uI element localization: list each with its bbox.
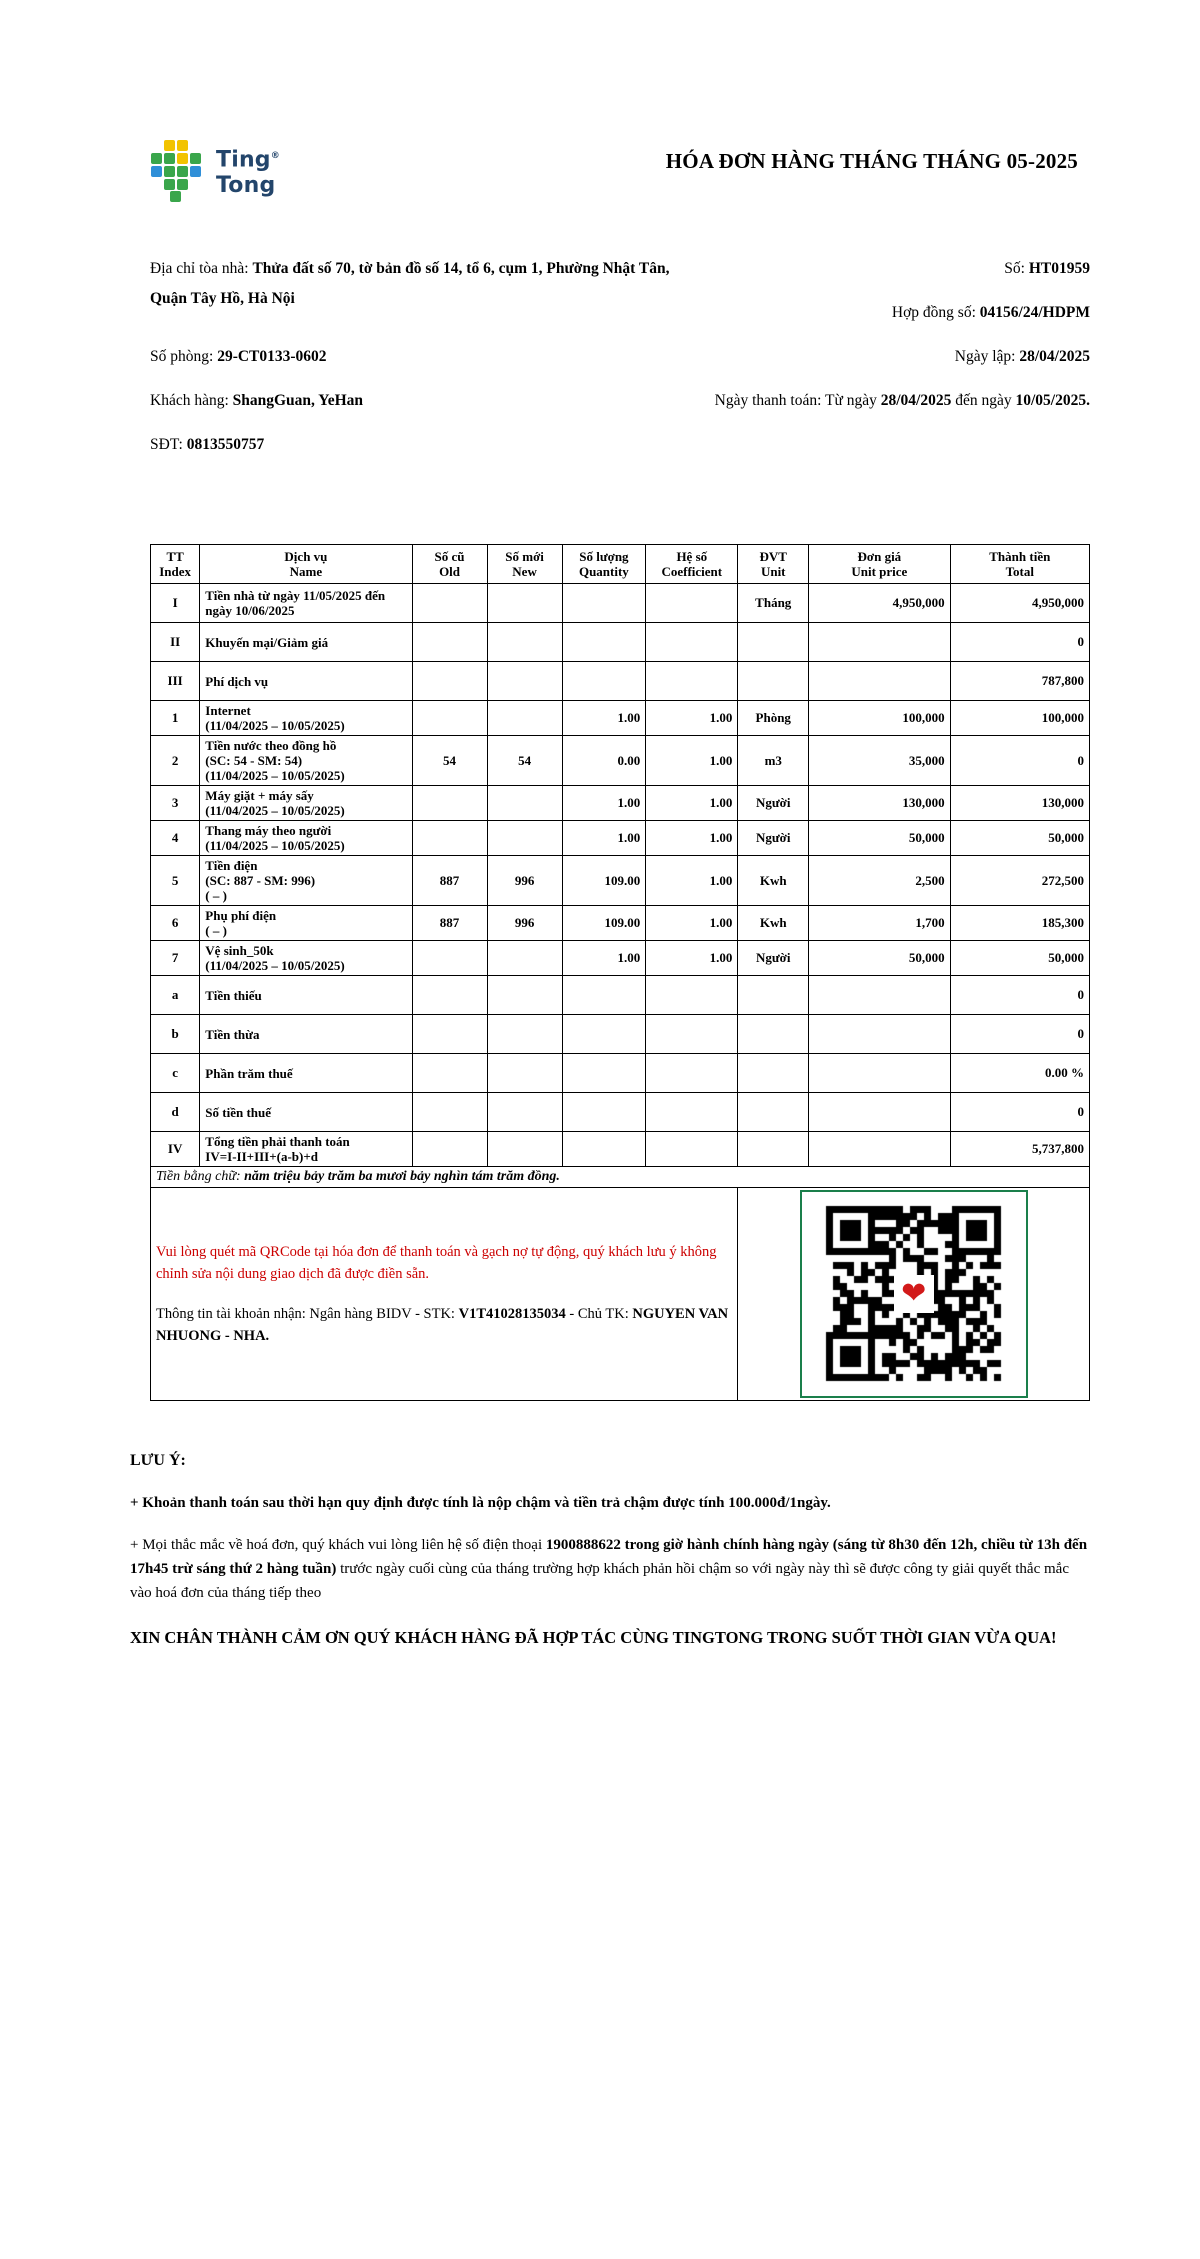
row-total: 787,800	[950, 662, 1089, 701]
row-index: 1	[151, 701, 200, 736]
row-index: 6	[151, 906, 200, 941]
row-total: 0	[950, 623, 1089, 662]
registered-mark: ®	[270, 151, 280, 162]
phone-label: SĐT:	[150, 436, 183, 453]
contract-number-value: 04156/24/HDPM	[979, 304, 1090, 321]
row-index: II	[151, 623, 200, 662]
row-total: 0.00 %	[950, 1054, 1089, 1093]
brand-name	[216, 144, 280, 197]
row-unit: Kwh	[738, 856, 809, 906]
row-quantity: 109.00	[562, 906, 646, 941]
row-unit-price: 100,000	[809, 701, 950, 736]
row-unit: Người	[738, 941, 809, 976]
row-name: Vệ sinh_50k (11/04/2025 – 10/05/2025)	[200, 941, 412, 976]
row-coefficient: 1.00	[646, 941, 738, 976]
table-row	[151, 906, 1090, 941]
column-header-8: Thành tiền Total	[950, 545, 1089, 584]
invoice-table-wrap	[150, 544, 1090, 1401]
row-coefficient: 1.00	[646, 701, 738, 736]
row-unit-price	[809, 662, 950, 701]
row-unit: Tháng	[738, 584, 809, 623]
row-old	[412, 1054, 487, 1093]
row-unit-price	[809, 976, 950, 1015]
brand-name-line2: Tong	[216, 172, 276, 198]
column-header-0: TT Index	[151, 545, 200, 584]
row-unit-price	[809, 1132, 950, 1167]
row-name: Tổng tiền phải thanh toán IV=I-II+III+(a-b)+d	[200, 1132, 412, 1167]
amount-in-words-value: năm triệu bảy trăm ba mươi bảy nghìn tám trăm đồng.	[244, 1169, 560, 1184]
bank-account-mid: - Chủ TK:	[569, 1306, 629, 1322]
row-old	[412, 662, 487, 701]
row-name: Thang máy theo người (11/04/2025 – 10/05/2025)	[200, 821, 412, 856]
bank-account-owner: NGUYEN VAN NHUONG - NHA.	[156, 1306, 729, 1344]
row-index: 5	[151, 856, 200, 906]
table-row	[151, 1093, 1090, 1132]
issue-date-label: Ngày lập:	[954, 348, 1016, 365]
row-unit: Người	[738, 786, 809, 821]
row-total: 0	[950, 976, 1089, 1015]
footer-note-late-fee: + Khoản thanh toán sau thời hạn quy định được tính là nộp chậm và tiền trả chậm được tính 100.000đ/1ngày.	[130, 1495, 831, 1511]
row-coefficient: 1.00	[646, 821, 738, 856]
row-unit: Phòng	[738, 701, 809, 736]
footer-note-support	[130, 1533, 1090, 1605]
row-quantity: 1.00	[562, 786, 646, 821]
row-name: Tiền thừa	[200, 1015, 412, 1054]
row-unit	[738, 1132, 809, 1167]
row-coefficient	[646, 623, 738, 662]
row-unit	[738, 662, 809, 701]
row-unit-price: 1,700	[809, 906, 950, 941]
row-new	[487, 623, 562, 662]
row-total: 50,000	[950, 821, 1089, 856]
customer	[150, 386, 695, 416]
row-new	[487, 941, 562, 976]
qr-code-box[interactable]	[800, 1190, 1028, 1398]
payment-period-from: 28/04/2025	[880, 392, 952, 409]
row-unit-price	[809, 1093, 950, 1132]
customer-label: Khách hàng:	[150, 392, 229, 409]
row-name: Khuyến mại/Giảm giá	[200, 623, 412, 662]
tingtong-logo-icon	[150, 140, 208, 202]
row-new: 996	[487, 906, 562, 941]
row-new	[487, 701, 562, 736]
payment-period	[695, 386, 1090, 416]
document-header	[0, 0, 1200, 202]
row-coefficient: 1.00	[646, 786, 738, 821]
column-header-7: Đơn giá Unit price	[809, 545, 950, 584]
row-quantity	[562, 1015, 646, 1054]
row-coefficient	[646, 584, 738, 623]
row-coefficient	[646, 662, 738, 701]
footer-note-support-b: trong giờ hành chính hàng ngày (sáng từ 8h30 đến 12h, chiều từ 13h đến 17h45 trừ sáng thứ 2 hàng tuần)	[130, 1537, 1088, 1577]
row-quantity: 1.00	[562, 941, 646, 976]
row-index: b	[151, 1015, 200, 1054]
row-quantity: 1.00	[562, 821, 646, 856]
row-unit-price	[809, 1054, 950, 1093]
row-index: IV	[151, 1132, 200, 1167]
invoice-number-label: Số:	[1004, 260, 1025, 277]
footer-note-support-c: trước ngày cuối cùng của tháng trường hợp khách phản hồi chậm so với ngày này thì sẽ được công ty giải quyết thắc mắc vào hoá đơn của tháng tiếp theo	[130, 1561, 1069, 1601]
table-row	[151, 1054, 1090, 1093]
row-new: 996	[487, 856, 562, 906]
row-unit-price: 4,950,000	[809, 584, 950, 623]
row-old	[412, 786, 487, 821]
row-unit-price	[809, 623, 950, 662]
row-unit	[738, 1093, 809, 1132]
table-row	[151, 941, 1090, 976]
table-extra	[151, 1167, 1090, 1401]
row-quantity: 0.00	[562, 736, 646, 786]
row-total: 0	[950, 736, 1089, 786]
qr-row	[151, 1188, 1090, 1401]
row-coefficient	[646, 1054, 738, 1093]
table-row	[151, 1132, 1090, 1167]
invoice-meta	[150, 254, 1090, 474]
row-old	[412, 1093, 487, 1132]
bank-account-number: V1T41028135034	[458, 1306, 566, 1322]
table-row	[151, 1015, 1090, 1054]
building-address-value: Thửa đất số 70, tờ bản đồ số 14, tổ 6, cụm 1, Phường Nhật Tân, Quận Tây Hồ, Hà Nội	[150, 260, 670, 307]
row-old: 887	[412, 856, 487, 906]
row-total: 272,500	[950, 856, 1089, 906]
row-index: I	[151, 584, 200, 623]
table-row	[151, 821, 1090, 856]
support-phone-number: 1900888622	[545, 1537, 621, 1553]
amount-in-words-cell	[151, 1167, 1090, 1188]
column-header-5: Hệ số Coefficient	[646, 545, 738, 584]
row-new	[487, 662, 562, 701]
contract-number	[695, 298, 1090, 328]
row-unit-price: 35,000	[809, 736, 950, 786]
row-coefficient	[646, 1015, 738, 1054]
row-total: 0	[950, 1093, 1089, 1132]
column-header-6: ĐVT Unit	[738, 545, 809, 584]
footer-heading: LƯU Ý:	[130, 1452, 186, 1469]
row-coefficient: 1.00	[646, 736, 738, 786]
row-unit: Người	[738, 821, 809, 856]
row-index: 2	[151, 736, 200, 786]
row-index: 4	[151, 821, 200, 856]
qr-warning-text: Vui lòng quét mã QRCode tại hóa đơn để thanh toán và gạch nợ tự động, quý khách lưu ý không chỉnh sửa nội dung giao dịch đã được điền sẵn.	[156, 1244, 717, 1282]
payment-period-to: 10/05/2025.	[1015, 392, 1090, 409]
row-quantity	[562, 662, 646, 701]
table-row	[151, 856, 1090, 906]
row-total: 0	[950, 1015, 1089, 1054]
row-new	[487, 976, 562, 1015]
row-index: III	[151, 662, 200, 701]
row-new	[487, 1054, 562, 1093]
room-number-label: Số phòng:	[150, 348, 214, 365]
issue-date	[695, 342, 1090, 372]
row-new	[487, 1015, 562, 1054]
row-quantity	[562, 1093, 646, 1132]
table-row	[151, 662, 1090, 701]
row-coefficient: 1.00	[646, 906, 738, 941]
table-row	[151, 976, 1090, 1015]
row-name: Tiền điện (SC: 887 - SM: 996) ( – )	[200, 856, 412, 906]
row-total: 5,737,800	[950, 1132, 1089, 1167]
row-old	[412, 976, 487, 1015]
issue-date-value: 28/04/2025	[1019, 348, 1090, 365]
column-header-2: Số cũ Old	[412, 545, 487, 584]
row-coefficient	[646, 1132, 738, 1167]
row-total: 185,300	[950, 906, 1089, 941]
column-header-1: Dịch vụ Name	[200, 545, 412, 584]
row-quantity	[562, 976, 646, 1015]
row-new	[487, 786, 562, 821]
invoice-table	[150, 544, 1090, 1401]
row-name: Tiền nhà từ ngày 11/05/2025 đến ngày 10/06/2025	[200, 584, 412, 623]
row-coefficient	[646, 1093, 738, 1132]
row-quantity	[562, 1132, 646, 1167]
qr-code-cell	[738, 1188, 1090, 1401]
room-number	[150, 342, 695, 372]
row-total: 100,000	[950, 701, 1089, 736]
row-old	[412, 623, 487, 662]
row-new	[487, 584, 562, 623]
row-old	[412, 1132, 487, 1167]
row-quantity: 1.00	[562, 701, 646, 736]
contract-number-label: Hợp đồng số:	[891, 304, 976, 321]
table-body	[151, 584, 1090, 1167]
payment-period-label: Ngày thanh toán: Từ ngày	[714, 392, 877, 409]
column-header-3: Số mới New	[487, 545, 562, 584]
row-old	[412, 821, 487, 856]
row-unit-price: 130,000	[809, 786, 950, 821]
row-coefficient	[646, 976, 738, 1015]
phone	[150, 430, 695, 460]
row-old	[412, 701, 487, 736]
footer-thanks: XIN CHÂN THÀNH CẢM ƠN QUÝ KHÁCH HÀNG ĐÃ HỢP TÁC CÙNG TINGTONG TRONG SUỐT THỜI GIAN VỪA QUA!	[130, 1628, 1057, 1647]
row-index: a	[151, 976, 200, 1015]
row-unit	[738, 1054, 809, 1093]
table-row	[151, 736, 1090, 786]
invoice-number	[695, 254, 1090, 284]
row-unit	[738, 976, 809, 1015]
row-new	[487, 1132, 562, 1167]
brand-name-line1: Ting	[216, 147, 271, 173]
row-quantity: 109.00	[562, 856, 646, 906]
row-unit: Kwh	[738, 906, 809, 941]
phone-value: 0813550757	[186, 436, 265, 453]
row-index: 7	[151, 941, 200, 976]
row-unit	[738, 1015, 809, 1054]
row-name: Phụ phí điện ( – )	[200, 906, 412, 941]
building-address-label: Địa chỉ tòa nhà:	[150, 260, 249, 277]
payment-period-mid: đến ngày	[955, 392, 1012, 409]
row-total: 50,000	[950, 941, 1089, 976]
building-address	[150, 254, 695, 314]
row-unit	[738, 623, 809, 662]
bank-account-text	[156, 1303, 732, 1347]
row-index: 3	[151, 786, 200, 821]
row-old	[412, 1015, 487, 1054]
row-unit-price: 50,000	[809, 941, 950, 976]
brand-logo	[150, 140, 330, 202]
table-row	[151, 623, 1090, 662]
amount-in-words-label: Tiền bằng chữ:	[156, 1169, 241, 1184]
row-unit-price	[809, 1015, 950, 1054]
row-old	[412, 584, 487, 623]
footer-notes	[130, 1449, 1090, 1650]
row-quantity	[562, 623, 646, 662]
row-name: Phần trăm thuế	[200, 1054, 412, 1093]
row-new	[487, 821, 562, 856]
invoice-number-value: HT01959	[1028, 260, 1090, 277]
row-index: c	[151, 1054, 200, 1093]
table-header-row	[151, 545, 1090, 584]
row-old: 54	[412, 736, 487, 786]
row-total: 130,000	[950, 786, 1089, 821]
row-unit-price: 2,500	[809, 856, 950, 906]
row-old: 887	[412, 906, 487, 941]
table-row	[151, 701, 1090, 736]
row-name: Tiền nước theo đồng hồ (SC: 54 - SM: 54) (11/04/2025 – 10/05/2025)	[200, 736, 412, 786]
row-coefficient: 1.00	[646, 856, 738, 906]
page-title: HÓA ĐƠN HÀNG THÁNG THÁNG 05-2025	[665, 149, 1078, 173]
row-unit: m3	[738, 736, 809, 786]
table-row	[151, 786, 1090, 821]
row-name: Số tiền thuế	[200, 1093, 412, 1132]
payment-note-cell	[151, 1188, 738, 1401]
room-number-value: 29-CT0133-0602	[217, 348, 327, 365]
heart-icon: ❤	[894, 1275, 934, 1313]
bank-account-prefix: Thông tin tài khoản nhận: Ngân hàng BIDV - STK:	[156, 1306, 455, 1322]
row-total: 4,950,000	[950, 584, 1089, 623]
row-index: d	[151, 1093, 200, 1132]
row-new: 54	[487, 736, 562, 786]
footer-note-support-a: + Mọi thắc mắc về hoá đơn, quý khách vui lòng liên hệ số điện thoại	[130, 1537, 543, 1553]
table-row	[151, 584, 1090, 623]
row-quantity	[562, 1054, 646, 1093]
customer-value: ShangGuan, YeHan	[232, 392, 364, 409]
row-name: Máy giặt + máy sấy (11/04/2025 – 10/05/2025)	[200, 786, 412, 821]
row-old	[412, 941, 487, 976]
row-name: Internet (11/04/2025 – 10/05/2025)	[200, 701, 412, 736]
amount-in-words-row	[151, 1167, 1090, 1188]
row-new	[487, 1093, 562, 1132]
row-name: Phí dịch vụ	[200, 662, 412, 701]
row-name: Tiền thiếu	[200, 976, 412, 1015]
row-quantity	[562, 584, 646, 623]
row-unit-price: 50,000	[809, 821, 950, 856]
column-header-4: Số lượng Quantity	[562, 545, 646, 584]
